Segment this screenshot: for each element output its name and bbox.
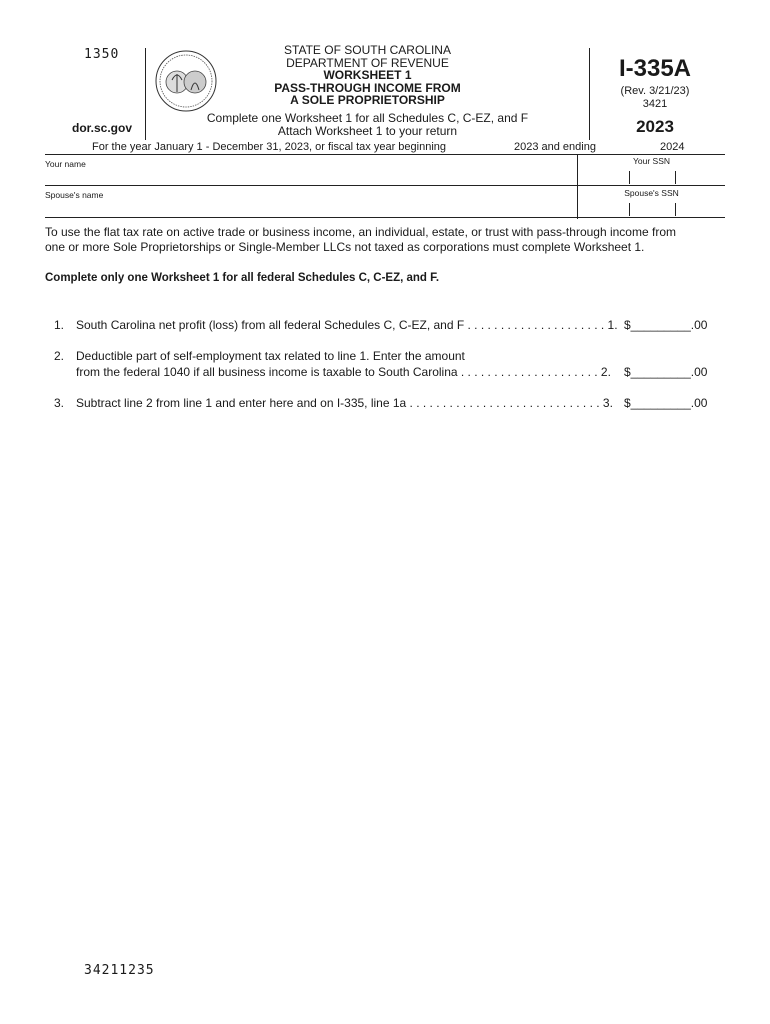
your-name-label: Your name xyxy=(45,159,86,169)
line1-number: 1. xyxy=(54,318,65,332)
line3-text: Subtract line 2 from line 1 and enter here and on I-335, line 1a . . . . . . . . . . . . . . . . . . . . . . . . . . . . . 3. xyxy=(76,396,613,410)
agency-line2: DEPARTMENT OF REVENUE xyxy=(286,55,449,70)
line2-text-b: from the federal 1040 if all business income is taxable to South Carolina . . . . . . . . . . . . . . . . . . . . . 2. xyxy=(76,365,611,379)
instruction-note: Complete only one Worksheet 1 for all federal Schedules C, C-EZ, and F. xyxy=(45,272,440,284)
instruction-line2: Attach Worksheet 1 to your return xyxy=(277,124,458,138)
name-row-rule xyxy=(45,185,725,186)
intro-line2: one or more Sole Proprietorships or Single-Member LLCs not taxed as corporations must complete Worksheet 1. xyxy=(45,240,645,254)
ssn-separator xyxy=(675,171,676,184)
form-code-bottom: 34211235 xyxy=(84,963,155,978)
ssn-separator xyxy=(629,171,630,184)
worksheet-subtitle2: A SOLE PROPRIETORSHIP xyxy=(290,93,445,107)
your-ssn-label: Your SSN xyxy=(632,156,670,166)
ssn-separator xyxy=(675,203,676,216)
instructions-block xyxy=(150,112,585,138)
tax-year-end: 2024 xyxy=(660,141,685,153)
spouse-ssn-input[interactable] xyxy=(600,202,710,216)
line1-text: South Carolina net profit (loss) from all federal Schedules C, C-EZ, and F . . . . . . . . . . . . . . . . . . . . . 1. xyxy=(76,318,618,332)
spouse-name-input[interactable] xyxy=(45,201,575,215)
line3-amount-field[interactable]: $_________.00 xyxy=(624,396,708,410)
ssn-separator xyxy=(629,203,630,216)
header-divider-left xyxy=(145,48,146,140)
spouse-name-label: Spouse's name xyxy=(45,190,104,200)
worksheet-title: WORKSHEET 1 xyxy=(323,68,412,82)
line2-text-a: Deductible part of self-employment tax related to line 1. Enter the amount xyxy=(76,349,465,363)
revision-date: (Rev. 3/21/23) xyxy=(620,85,690,97)
form-code-top: 1350 xyxy=(84,47,120,62)
instruction-line1: Complete one Worksheet 1 for all Schedules C, C-EZ, and F xyxy=(206,111,529,125)
header-divider-right xyxy=(589,48,590,140)
spouse-row-rule xyxy=(45,217,725,218)
website: dor.sc.gov xyxy=(72,121,133,135)
spouse-ssn-label: Spouse's SSN xyxy=(624,188,679,198)
tax-year-prefix: For the year January 1 - December 31, 2023, or fiscal tax year beginning xyxy=(92,141,447,153)
tax-year-mid: 2023 and ending xyxy=(514,141,596,153)
header-title-block xyxy=(150,44,585,107)
line2-amount-field[interactable]: $_________.00 xyxy=(624,365,708,379)
line3-number: 3. xyxy=(54,396,65,410)
agency-line1: STATE OF SOUTH CAROLINA xyxy=(284,43,451,57)
form-number: 3421 xyxy=(642,98,668,110)
line1-amount-field[interactable]: $_________.00 xyxy=(624,318,708,332)
tax-year: 2023 xyxy=(636,117,674,136)
intro-line1: To use the flat tax rate on active trade or business income, an individual, estate, or trust with pass-through income from xyxy=(45,225,676,239)
form-id: I-335A xyxy=(618,55,692,82)
line2-number: 2. xyxy=(54,349,65,363)
tax-year-rule xyxy=(45,154,725,155)
worksheet-subtitle1: PASS-THROUGH INCOME FROM xyxy=(274,80,461,95)
your-ssn-input[interactable] xyxy=(600,170,710,184)
your-name-input[interactable] xyxy=(45,170,575,184)
intro-paragraph xyxy=(45,225,735,255)
